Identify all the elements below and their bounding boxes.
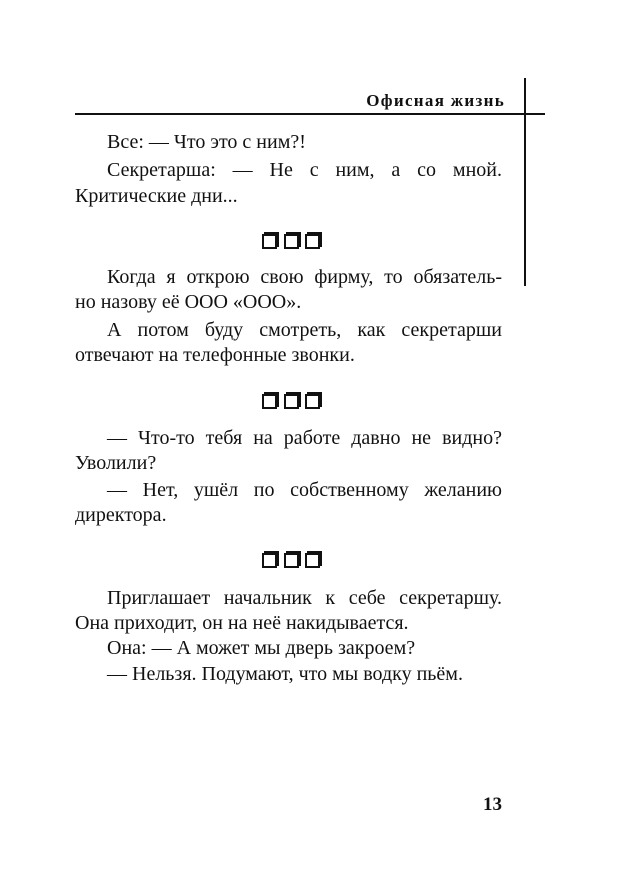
text-line: Когда я открою свою фирму, то обязатель- — [107, 266, 502, 288]
text-line: — Нет, ушёл по собственному желанию — [107, 479, 502, 501]
text-line: — Что-то тебя на работе давно не видно? — [107, 427, 502, 449]
text-line: директора. — [75, 504, 167, 526]
shadowed-square-icon — [305, 394, 320, 409]
shadowed-square-icon — [305, 553, 320, 568]
shadowed-square-icon — [284, 234, 299, 249]
text-line: Она приходит, он на неё накидывается. — [75, 612, 409, 634]
shadowed-square-icon — [305, 234, 320, 249]
header-horizontal-rule — [75, 113, 545, 115]
text-line: — Нельзя. Подумают, что мы водку пьём. — [107, 663, 463, 685]
running-head-title: Офисная жизнь — [366, 91, 505, 110]
shadowed-square-icon — [284, 394, 299, 409]
separator-ornament — [262, 550, 320, 568]
shadowed-square-icon — [262, 234, 277, 249]
separator-ornament — [262, 391, 320, 409]
text-line: Уволили? — [75, 452, 157, 474]
text-line: Все: — Что это с ним?! — [107, 131, 306, 153]
header-vertical-rule — [524, 78, 526, 286]
text-line: но назову её ООО «ООО». — [75, 291, 302, 313]
shadowed-square-icon — [262, 553, 277, 568]
text-line: Приглашает начальник к себе секретаршу. — [107, 587, 502, 609]
page-number: 13 — [483, 794, 502, 815]
text-line: отвечают на телефонные звонки. — [75, 344, 355, 366]
shadowed-square-icon — [262, 394, 277, 409]
shadowed-square-icon — [284, 553, 299, 568]
text-line: А потом буду смотреть, как секретарши — [107, 319, 502, 341]
separator-ornament — [262, 231, 320, 249]
text-line: Секретарша: — Не с ним, а со мной. — [107, 159, 502, 181]
text-line: Она: — А может мы дверь закроем? — [107, 637, 416, 659]
text-line: Критические дни... — [75, 185, 238, 207]
